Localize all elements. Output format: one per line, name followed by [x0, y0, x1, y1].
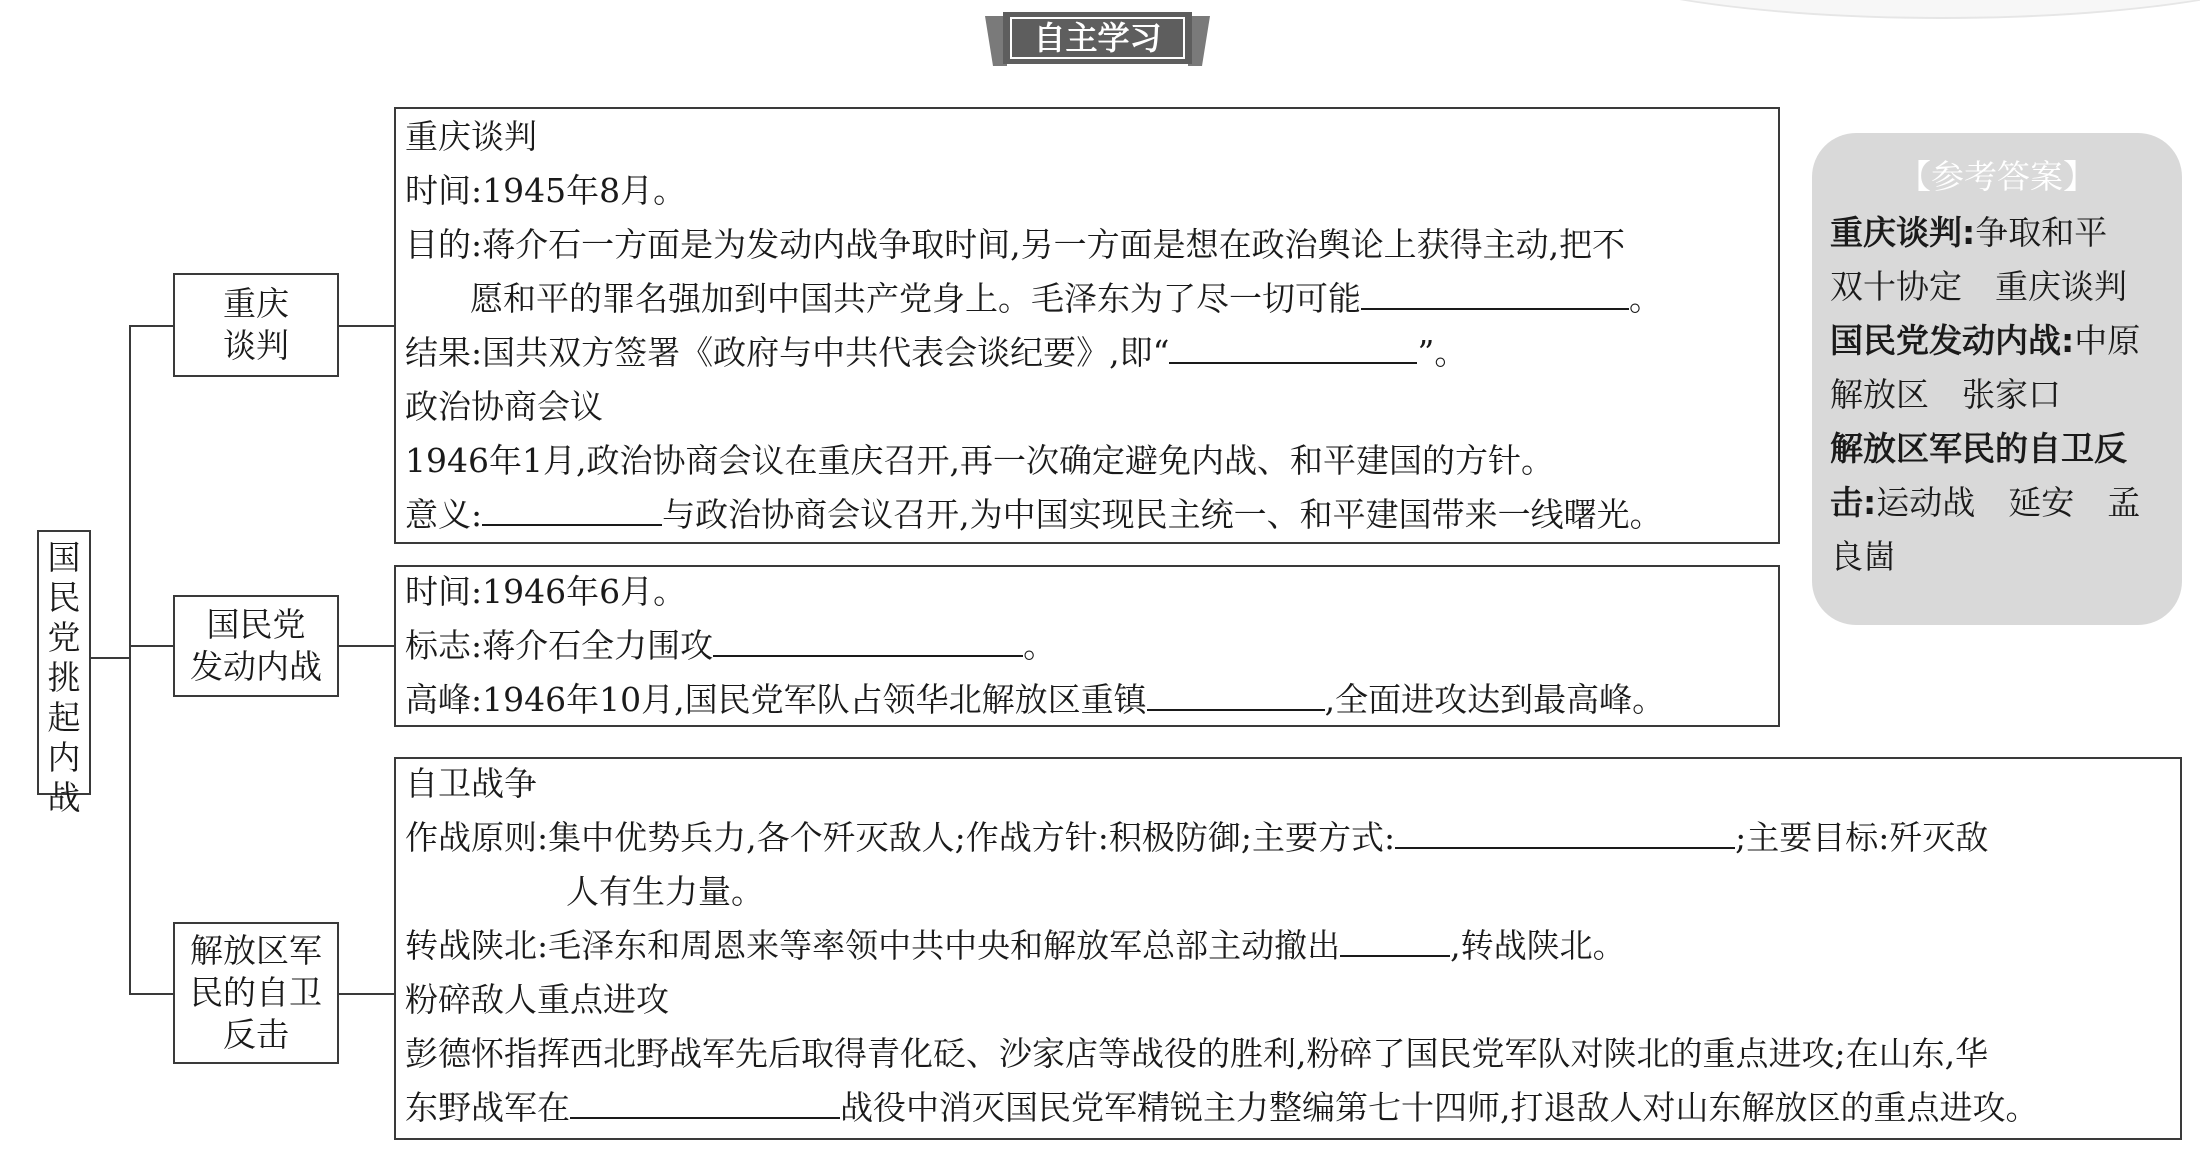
content-text: 高峰:1946年10月,国民党军队占领华北解放区重镇	[405, 680, 1147, 719]
content-text: ;主要目标:歼灭敌	[1735, 818, 1989, 857]
branch-label: 民的自卫	[190, 973, 322, 1012]
branch-label: 发动内战	[190, 647, 322, 686]
content-text: 转战陕北:毛泽东和周恩来等率领中共中央和解放军总部主动撤出	[405, 926, 1341, 965]
content-text: ,转战陕北。	[1450, 926, 1626, 965]
content-line: 目的:蒋介石一方面是为发动内战争取时间,另一方面是想在政治舆论上获得主动,把不	[405, 225, 1626, 264]
branch-node-negotiation	[173, 273, 339, 377]
connector	[129, 645, 174, 647]
root-node	[37, 530, 91, 817]
answer-blank	[1361, 278, 1629, 310]
answer-blank	[1147, 679, 1325, 711]
content-text: ,全面进攻达到最高峰。	[1324, 680, 1666, 719]
content-text: 。	[1023, 626, 1057, 665]
banner-title: 自主学习	[1033, 19, 1162, 57]
content-text: ”。	[1417, 333, 1468, 372]
answer-blank	[1340, 925, 1450, 957]
branch-label: 谈判	[223, 326, 289, 365]
content-line: 时间:1945年8月。	[405, 171, 687, 210]
connector	[338, 645, 394, 647]
connector	[129, 993, 174, 995]
section-heading: 粉碎敌人重点进攻	[405, 980, 669, 1019]
answer-title: 【参考答案】	[1898, 157, 2096, 196]
answer-line	[1830, 476, 2140, 530]
content-line	[470, 272, 1662, 326]
content-line: 1946年1月,政治协商会议在重庆召开,再一次确定避免内战、和平建国的方针。	[405, 441, 1554, 480]
answer-blank	[1169, 332, 1417, 364]
section-heading: 自卫战争	[405, 764, 537, 803]
branch-label: 国民党	[206, 605, 306, 644]
answer-line: 良崮	[1830, 537, 1896, 576]
branch-label: 反击	[223, 1015, 289, 1054]
answer-text: 中原	[2074, 321, 2141, 360]
root-label: 国民党挑起内战	[47, 538, 81, 817]
connector	[338, 993, 394, 995]
content-line: 人有生力量。	[566, 872, 764, 911]
answer-line	[1830, 314, 2140, 368]
section-heading: 重庆谈判	[405, 117, 537, 156]
answer-blank	[1395, 817, 1735, 849]
decorative-arc	[1560, 0, 2200, 19]
content-text: 愿和平的罪名强加到中国共产党身上。毛泽东为了尽一切可能	[470, 279, 1361, 318]
answer-blank	[713, 625, 1023, 657]
connector	[129, 325, 174, 327]
content-line	[405, 919, 1626, 973]
content-text: 战役中消灭国民党军精锐主力整编第七十四师,打退敌人对山东解放区的重点进攻。	[840, 1088, 2039, 1127]
content-text: 。	[1629, 279, 1662, 318]
section-heading: 政治协商会议	[405, 387, 603, 426]
content-text: 东野战军在	[405, 1088, 570, 1127]
branch-node-civil-war	[173, 595, 339, 697]
connector	[129, 325, 131, 995]
answer-label: 击:	[1830, 483, 1877, 522]
content-line	[405, 619, 1056, 673]
content-line	[405, 673, 1665, 727]
answer-text: 争取和平	[1975, 213, 2108, 252]
connector	[91, 657, 131, 659]
answer-line: 解放区军民的自卫反	[1830, 429, 2127, 468]
section-banner	[985, 8, 1210, 72]
content-line: 彭德怀指挥西北野战军先后取得青化砭、沙家店等战役的胜利,粉碎了国民党军队对陕北的重点进攻;在山东,华	[405, 1034, 1989, 1073]
answer-text: 运动战 延安 孟	[1876, 483, 2141, 522]
content-text: 与政治协商会议召开,为中国实现民主统一、和平建国带来一线曙光。	[662, 495, 1663, 534]
content-line: 时间:1946年6月。	[405, 572, 687, 611]
content-text: 结果:国共双方签署《政府与中共代表会谈纪要》,即“	[405, 333, 1170, 372]
branch-label: 重庆	[223, 284, 289, 323]
branch-node-counterattack	[173, 922, 339, 1064]
content-text: 作战原则:集中优势兵力,各个歼灭敌人;作战方针:积极防御;主要方式:	[405, 818, 1396, 857]
content-text: 意义:	[405, 495, 483, 534]
content-line	[405, 326, 1467, 380]
answer-line	[1830, 206, 2107, 260]
answer-blank	[482, 494, 662, 526]
branch-label: 解放区军	[190, 931, 322, 970]
answer-label: 国民党发动内战:	[1830, 321, 2075, 360]
answer-line: 解放区 张家口	[1830, 375, 2061, 414]
content-line	[405, 1081, 2039, 1135]
answer-blank	[570, 1087, 840, 1119]
content-line	[405, 488, 1663, 542]
content-text: 标志:蒋介石全力围攻	[405, 626, 714, 665]
content-line	[405, 811, 1988, 865]
answer-line: 双十协定 重庆谈判	[1830, 267, 2127, 306]
answer-label: 重庆谈判:	[1830, 213, 1976, 252]
connector	[338, 325, 394, 327]
